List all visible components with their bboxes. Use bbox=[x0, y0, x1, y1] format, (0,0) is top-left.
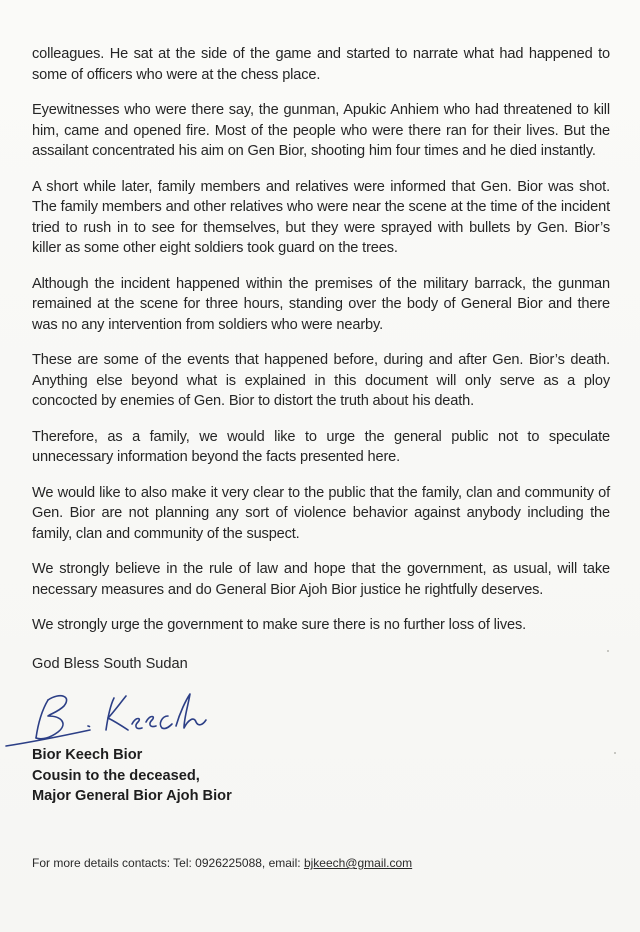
handwritten-signature bbox=[2, 676, 272, 756]
paragraph-9: We strongly urge the government to make sure there is no further loss of lives. bbox=[32, 617, 527, 633]
contact-details: For more details contacts: Tel: 0926225088, email: bbox=[32, 856, 304, 870]
paragraph-6: Therefore, as a family, we would like to urge the general public not to speculate unnecessary information beyond the facts presented here. bbox=[32, 428, 610, 465]
paragraph-7: We would like to also make it very clear to the public that the family, clan and community of Gen. Bior are not planning any sort of violence behavior against anybody including the family, clan and community of the suspect. bbox=[32, 484, 610, 542]
deceased-title: Major General Bior Ajoh Bior bbox=[32, 788, 232, 804]
signatory-role: Cousin to the deceased, bbox=[32, 767, 200, 784]
paragraph-3: A short while later, family members and relatives were informed that Gen. Bior was shot. The family members and other relatives who were near the scene at the time of the incident tried to rush in to see for themselves, but they were sprayed with bullets by Gen. Bior’s killer as some other eight soldiers took guard on the trees. bbox=[32, 178, 610, 256]
signature-block bbox=[32, 745, 232, 807]
signatory-name: Bior Keech Bior bbox=[32, 747, 143, 763]
closing-blessing: God Bless South Sudan bbox=[32, 656, 188, 672]
paper-speck bbox=[607, 650, 609, 652]
paragraph-2: Eyewitnesses who were there say, the gunman, Apukic Anhiem who had threatened to kill him, came and opened fire. Most of the people who were there ran for their lives. But the assailant concentrated his aim on Gen Bior, shooting him four times and he died instantly. bbox=[32, 102, 610, 159]
paragraph-4: Although the incident happened within the premises of the military barrack, the gunman remained at the scene for three hours, standing over the body of General Bior and there was no any intervention from soldiers who were nearby. bbox=[32, 275, 610, 333]
letter-body bbox=[32, 44, 610, 651]
paper-speck bbox=[614, 752, 616, 754]
contact-email[interactable]: bjkeech@gmail.com bbox=[303, 856, 413, 870]
paragraph-5: These are some of the events that happened before, during and after Gen. Bior’s death. Anything else beyond what is explained in this document will only serve as a ploy concocted by enemies of Gen. Bior to distort the truth about his death. bbox=[32, 352, 610, 409]
contact-footer bbox=[32, 855, 608, 871]
paragraph-1: colleagues. He sat at the side of the game and started to narrate what had happened to some of officers who were at the chess place. bbox=[32, 46, 610, 83]
paragraph-8: We strongly believe in the rule of law and hope that the government, as usual, will take necessary measures and do General Bior Ajoh Bior justice he rightfully deserves. bbox=[32, 561, 610, 598]
